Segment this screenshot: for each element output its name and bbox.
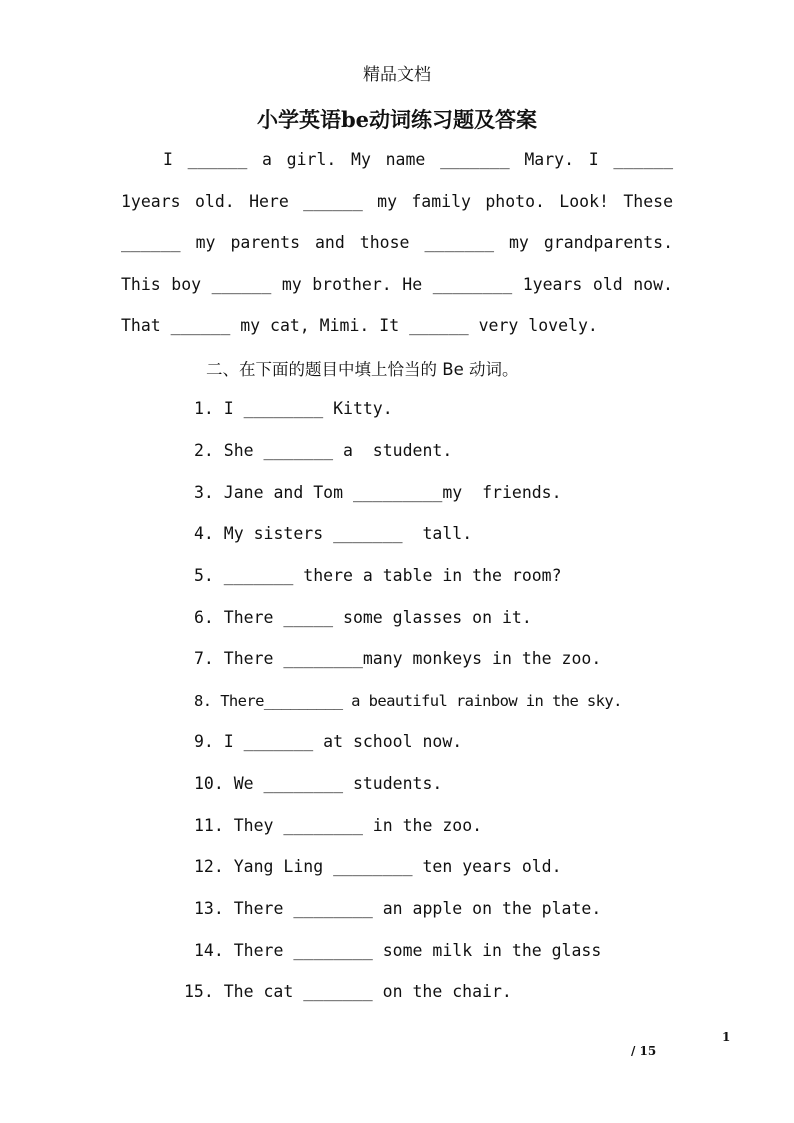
question-item: 13. There ________ an apple on the plate. bbox=[194, 899, 602, 918]
document-title: 小学英语be动词练习题及答案 bbox=[256, 107, 538, 132]
question-item: 10. We ________ students. bbox=[194, 774, 443, 793]
question-item: 15. The cat _______ on the chair. bbox=[184, 982, 512, 1001]
document-header: 精品文档 bbox=[363, 65, 431, 85]
question-item: 6. There _____ some glasses on it. bbox=[194, 608, 532, 627]
question-item: 3. Jane and Tom _________my friends. bbox=[194, 483, 562, 502]
paragraph-line: This boy ______ my brother. He ________ 1years old now. bbox=[121, 275, 673, 294]
question-item: 2. She _______ a student. bbox=[194, 441, 453, 460]
question-item: 11. They ________ in the zoo. bbox=[194, 816, 483, 835]
section-heading: 二、在下面的题目中填上恰当的 Be 动词。 bbox=[206, 360, 519, 379]
question-item: 8. There_________ a beautiful rainbow in the sky. bbox=[194, 692, 622, 710]
page-total: / 15 bbox=[631, 1044, 657, 1058]
page-number: 1 bbox=[722, 1030, 731, 1044]
question-item: 4. My sisters _______ tall. bbox=[194, 524, 473, 543]
question-item: 5. _______ there a table in the room? bbox=[194, 566, 562, 585]
paragraph-line: I ______ a girl. My name _______ Mary. I ______ bbox=[163, 150, 673, 169]
question-item: 14. There ________ some milk in the glass bbox=[194, 941, 602, 960]
question-item: 12. Yang Ling ________ ten years old. bbox=[194, 857, 562, 876]
paragraph-line: ______ my parents and those _______ my grandparents. bbox=[121, 233, 673, 252]
question-item: 7. There ________many monkeys in the zoo. bbox=[194, 649, 602, 668]
paragraph-line: 1years old. Here ______ my family photo. Look! These bbox=[121, 192, 673, 211]
question-item: 1. I ________ Kitty. bbox=[194, 399, 393, 418]
paragraph-line: That ______ my cat, Mimi. It ______ very lovely. bbox=[121, 316, 598, 335]
question-item: 9. I _______ at school now. bbox=[194, 732, 463, 751]
